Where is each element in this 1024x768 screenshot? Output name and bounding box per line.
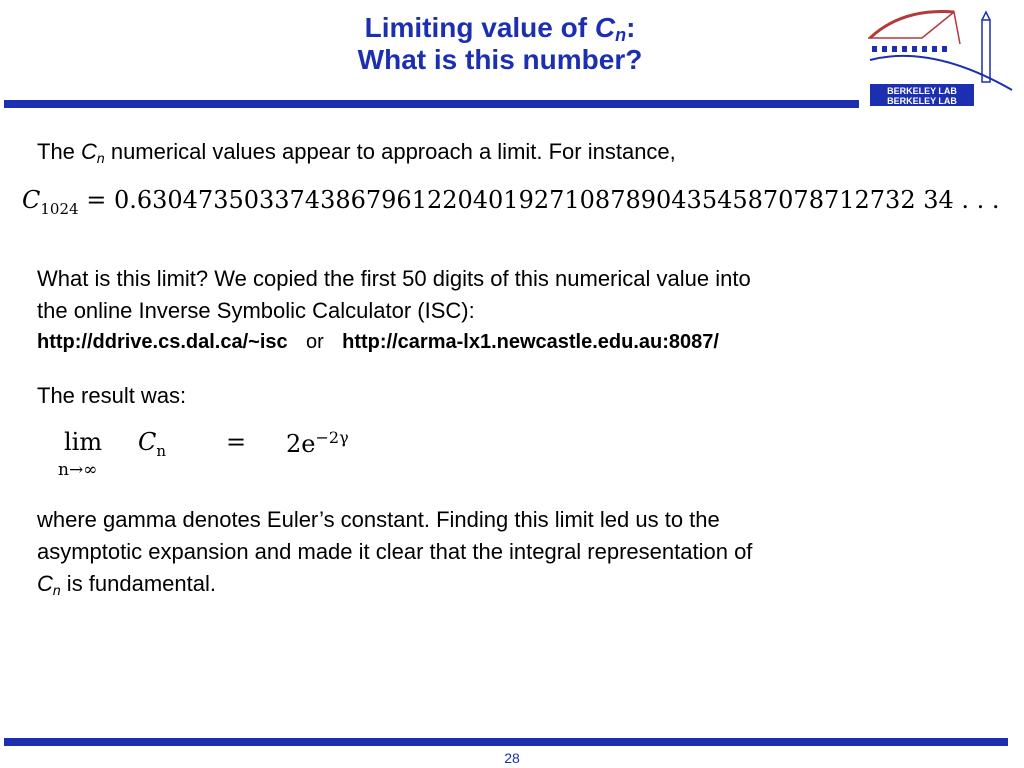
paragraph-isc <box>37 263 751 356</box>
isc-line-2: the online Inverse Symbolic Calculator (ISC): <box>37 298 475 323</box>
paragraph-intro <box>37 136 676 168</box>
title-line-1 <box>0 12 1000 44</box>
intro-var: C <box>81 139 97 164</box>
intro-suffix: numerical values appear to approach a limit. For instance, <box>104 139 676 164</box>
equation-limit <box>58 428 418 488</box>
conclusion-var: C <box>37 571 53 596</box>
eq2-equals: = <box>226 428 247 456</box>
isc-link-dal[interactable]: http://ddrive.cs.dal.ca/~isc <box>37 331 288 353</box>
berkeley-lab-logo <box>862 4 1014 108</box>
slide-title <box>0 12 1000 76</box>
eq1-sub: 1024 <box>40 200 79 218</box>
paragraph-conclusion <box>37 504 752 600</box>
conclusion-line-3 <box>37 568 752 600</box>
isc-urls <box>37 327 751 356</box>
title-suffix: : <box>626 12 636 43</box>
conclusion-line-2: asymptotic expansion and made it clear that the integral representation of <box>37 539 753 564</box>
title-var: C <box>594 12 616 43</box>
equation-c1024 <box>22 186 1000 218</box>
page-number: 28 <box>504 750 520 766</box>
isc-link-newcastle[interactable]: http://carma-lx1.newcastle.edu.au:8087/ <box>342 331 719 353</box>
isc-or: or <box>306 331 324 353</box>
eq2-var: C <box>138 428 157 456</box>
title-sub: n <box>615 25 627 45</box>
eq2-exp: −2γ <box>315 428 349 447</box>
intro-sub: n <box>96 150 105 166</box>
conclusion-sub: n <box>52 582 61 598</box>
header-rule <box>4 100 859 108</box>
title-line-2: What is this number? <box>357 44 643 75</box>
eq1-rhs: = 0.630473503374386796122040192710878904354587078712732 34 . . . <box>86 186 1000 214</box>
isc-line-1: What is this limit? We copied the first 50 digits of this numerical value into <box>37 266 751 291</box>
title-prefix: Limiting value of <box>364 12 595 43</box>
eq2-sub: n <box>156 442 167 460</box>
logo-text-1: BERKELEY LAB <box>887 86 957 96</box>
conclusion-line-1: where gamma denotes Euler’s constant. Finding this limit led us to the <box>37 507 720 532</box>
paragraph-result: The result was: <box>37 383 187 408</box>
eq2-rhs: 2e <box>286 430 316 458</box>
intro-prefix: The <box>37 139 82 164</box>
eq2-under: n→∞ <box>58 460 98 480</box>
logo-text-2: BERKELEY LAB <box>887 96 957 106</box>
conclusion-suffix: is fundamental. <box>60 571 216 596</box>
eq2-lim: lim <box>64 428 103 456</box>
footer-rule <box>4 738 1008 746</box>
eq1-var: C <box>22 186 41 214</box>
